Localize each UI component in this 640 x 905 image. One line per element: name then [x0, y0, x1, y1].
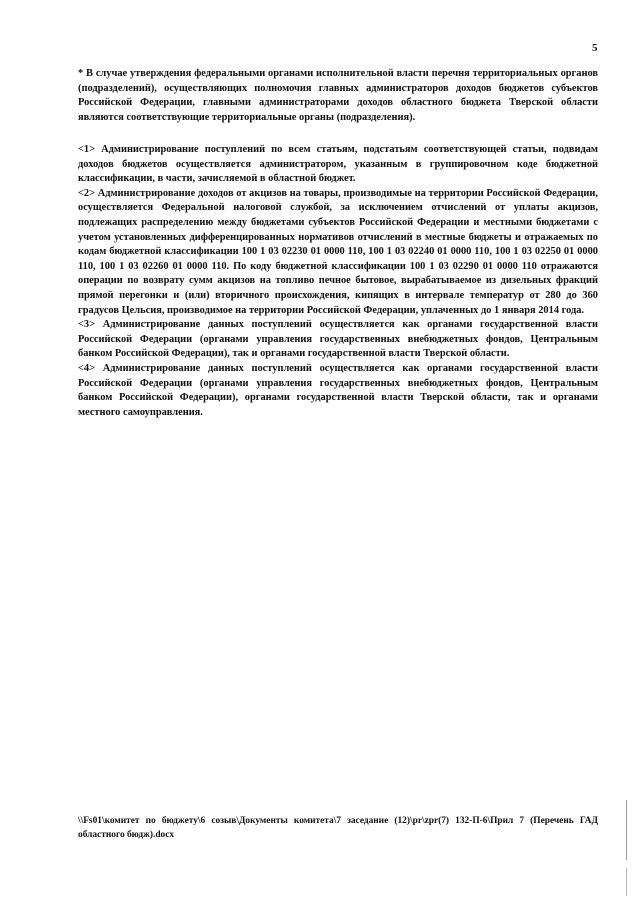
scan-edge-line-lower — [626, 868, 627, 896]
note-2: <2> Администрирование доходов от акцизов на товары, производимые на территории Российской Федерации, осуществляется Федеральной налоговой службой, за исключением отчислений от уплаты акцизов, подлежащих распределению между бюджетами субъектов Российской Федерации и местными бюджетами с учетом установленных дифференцированных нормативов отчислений в местные бюджеты и отражаемых по кодам бюджетной классификации 100 1 03 02230 01 0000 110, 100 1 03 02240 01 0000 110, 100 1 03 02250 01 0000 110, 100 1 03 02260 01 0000 110. По коду бюджетной классификации 100 1 03 02290 01 0000 110 отражаются операции по возврату сумм акцизов на топливо печное бытовое, вырабатываемое из дизельных фракций прямой перегонки и (или) вторичного происхождения, кипящих в интервале температур от 280 до 360 градусов Цельсия, производимое на территории Российской Федерации, уплаченных до 1 января 2014 года. — [78, 187, 598, 316]
footnote-star-text: * В случае утверждения федеральными органами исполнительной власти перечня территориальных органов (подразделений), осуществляющих полномочия главных администраторов доходов бюджетов субъектов Российской Федерации, главными администраторами доходов областного бюджета Тверской области являются соответствующие территориальные органы (подразделения). — [78, 68, 598, 123]
note-3: <3> Администрирование данных поступлений осуществляется как органами государственной власти Российской Федерации (органами управления государственных внебюджетных фондов, Центральным банком Российской Федерации), так и органами государственной власти Тверской области. — [78, 319, 598, 360]
page-number: 5 — [592, 42, 598, 54]
notes-block — [78, 143, 598, 420]
file-path-text: \\Fs01\комитет по бюджету\6 созыв\Документы комитета\7 заседание (12)\pr\zpr(7) 132-П-6\Прил 7 (Перечень ГАД областного бюдж).docx — [78, 816, 598, 840]
scan-edge-line — [626, 800, 627, 860]
file-path-footer — [78, 815, 598, 842]
note-1: <1> Администрирование поступлений по всем статьям, подстатьям соответствующей статьи, подвидам доходов бюджетов осуществляется администратором, указанным в группировочном коде бюджетной классификации, в части, зачисляемой в областной бюджет. — [78, 144, 598, 185]
note-4: <4> Администрирование данных поступлений осуществляется как органами государственной власти Российской Федерации (органами управления государственных внебюджетных фондов, Центральным банком Российской Федерации), органами государственной власти Тверской области, так и органами местного самоуправления. — [78, 362, 598, 418]
footnote-star — [78, 67, 598, 125]
